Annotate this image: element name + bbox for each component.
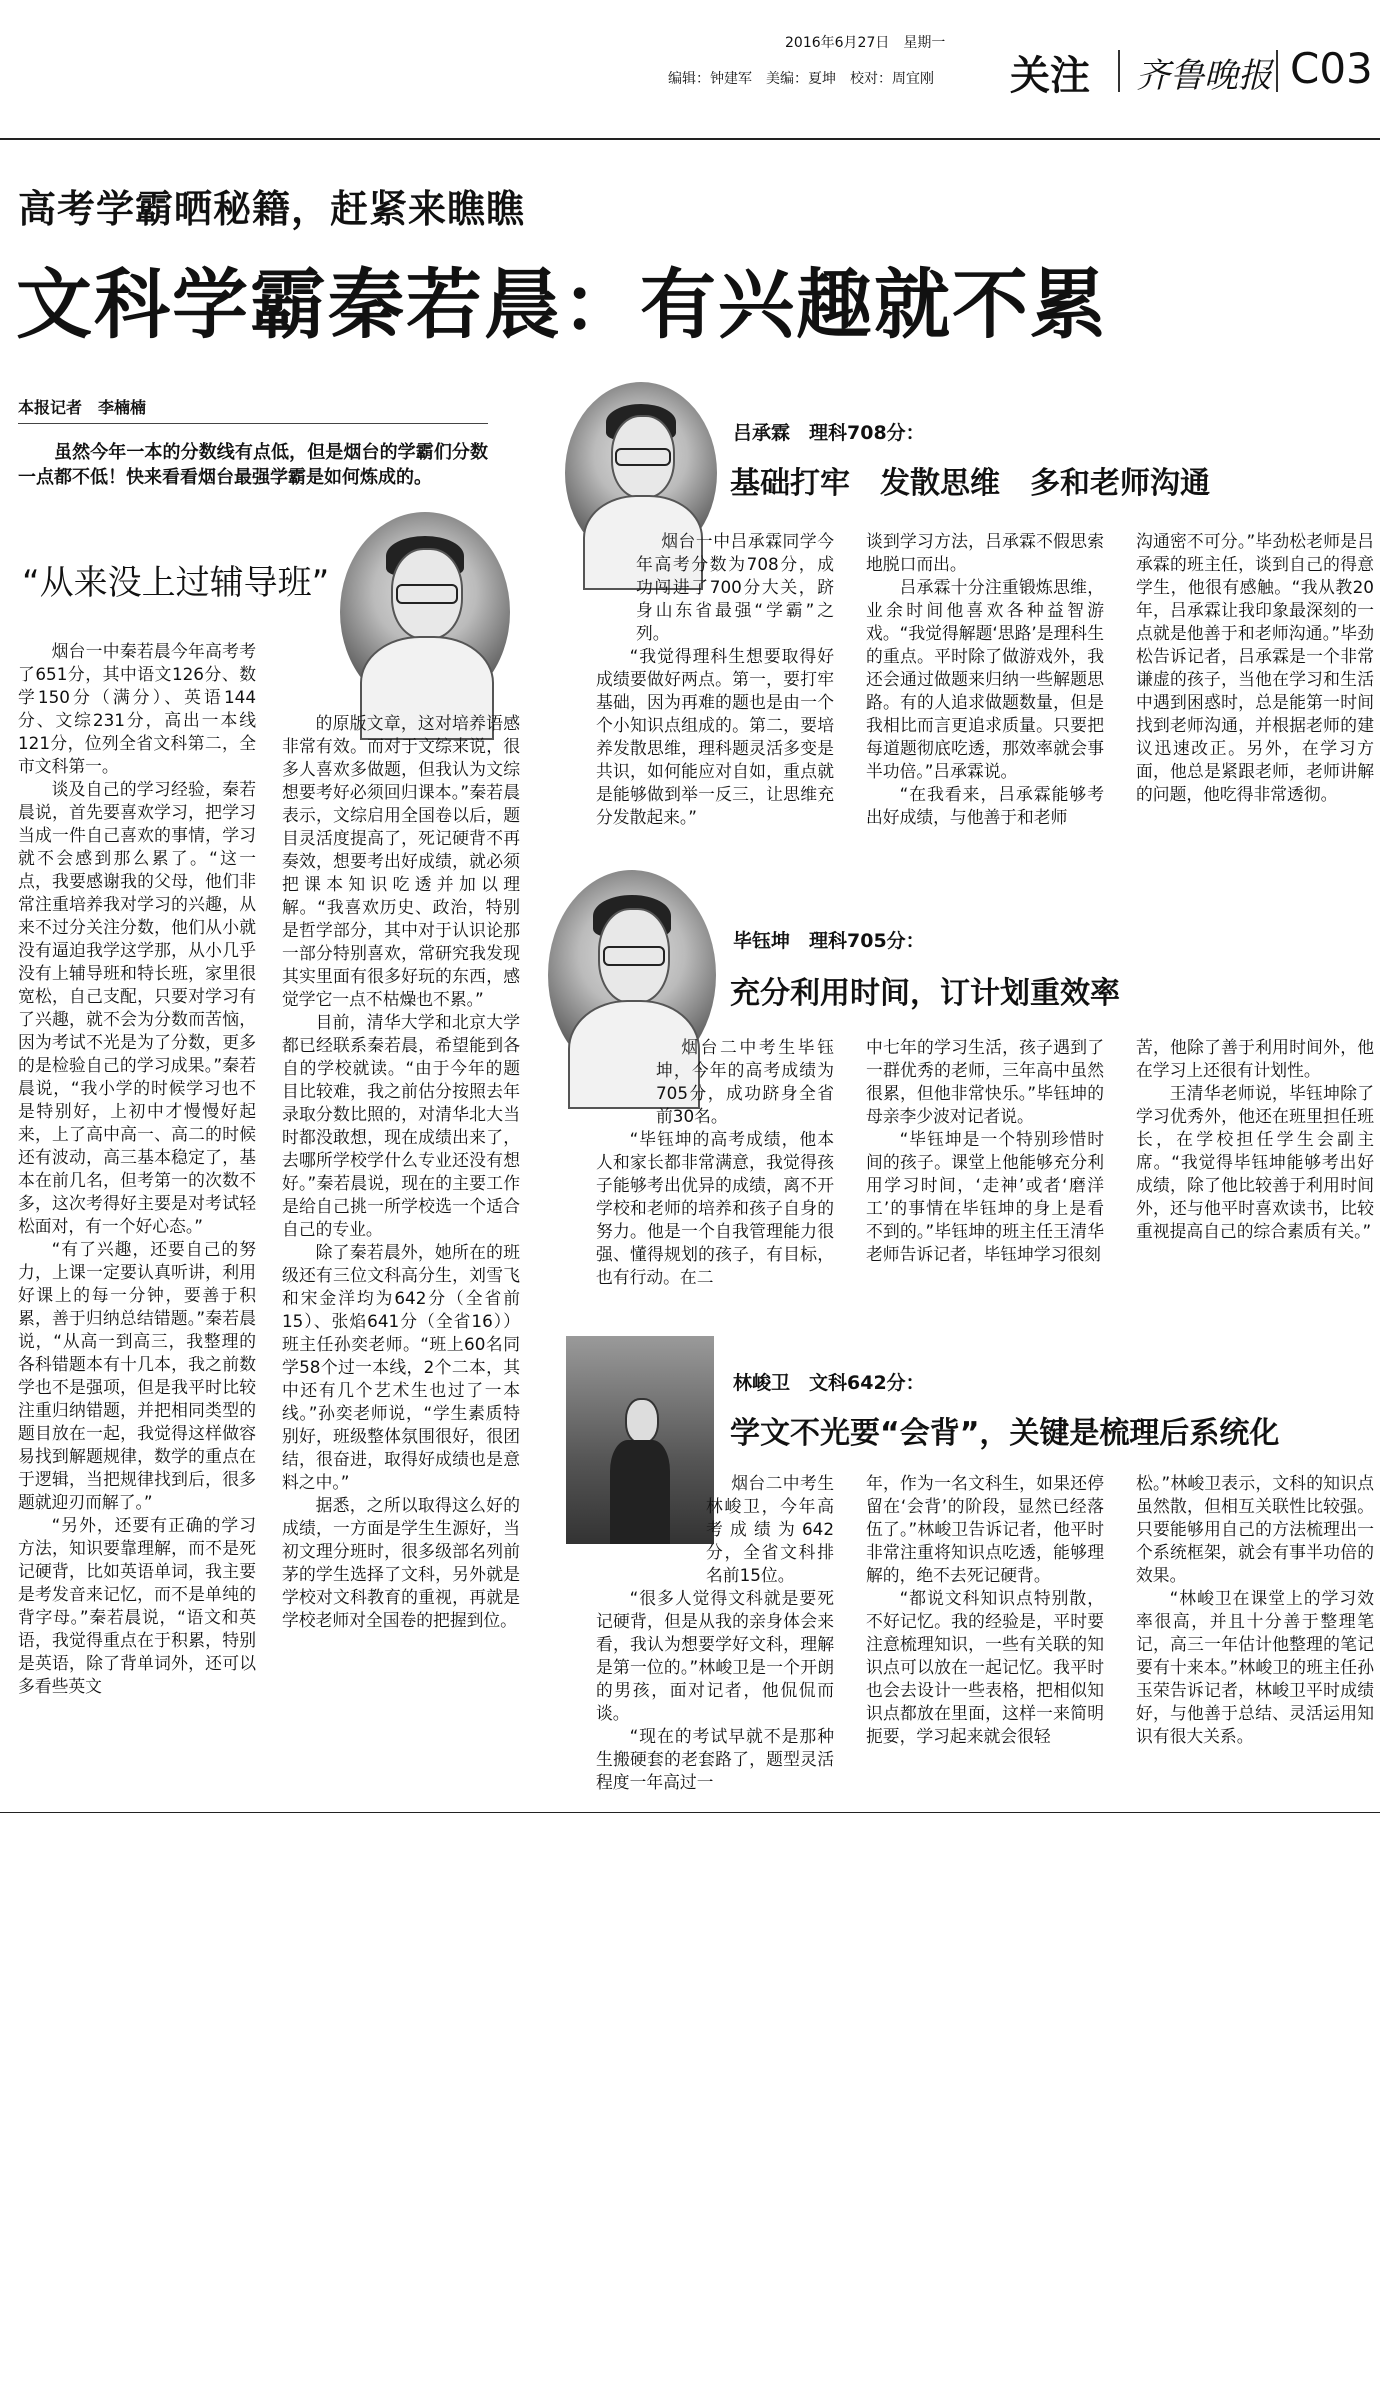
story4-column-2: 年，作为一名文科生，如果还停留在‘会背’的阶段，显然已经落伍了。”林峻卫告诉记者，他平时非常注重将知识点吃透，能够理解的，绝不去死记硬背。 “都说文科知识点特别散，不好记忆。我的经验是，平时要注意梳理知识，一些有关联的知识点可以放在一起记忆。我平时也会去设计一些表格，把相似知识点都放在里面，这样一来简明扼要，学习起来就会很轻: [866, 1473, 1104, 1746]
story2-column-1: 烟台一中吕承霖同学今年高考分数为708分，成功闯进了700分大关，跻身山东省最强“学霸”之列。 “我觉得理科生想要取得好成绩要做好两点。第一，要打牢基础，因为再难的题也是由一个个小知识点组成的。第二，要培养发散思维，理科题灵活多变是共识，如何能应对自如，重点就是能够做到举一反三，让思维充分发散起来。”: [596, 531, 834, 827]
page-number: C03: [1290, 44, 1373, 93]
story4-column-1: 烟台二中考生林峻卫，今年高考成绩为642分，全省文科排名前15位。 “很多人觉得文科就是要死记硬背，但是从我的亲身体会来看，我认为想要学好文科，理解是第一位的。”林峻卫是一个开朗的男孩，面对记者，他侃侃而谈。 “现在的考试早就不是那种生搬硬套的老套路了，题型灵活程度一年高过一: [596, 1473, 834, 1792]
header-divider-2: [1276, 50, 1278, 92]
story2-name: 吕承霖 理科708分：: [733, 422, 925, 444]
issue-date: 2016年6月27日 星期一: [785, 35, 946, 51]
header-divider: [1118, 50, 1120, 92]
editor-credits: 编辑：钟建军 美编：夏坤 校对：周宜刚: [668, 71, 934, 87]
lead-paragraph: 虽然今年一本的分数线有点低，但是烟台的学霸们分数一点都不低！快来看看烟台最强学霸是如何炼成的。: [18, 442, 488, 488]
story1-headline: “从来没上过辅导班”: [22, 563, 330, 603]
qin-ruochen-photo: [340, 512, 510, 712]
story3-column-1: 烟台二中考生毕钰坤，今年的高考成绩为705分，成功跻身全省前30名。 “毕钰坤的高考成绩，他本人和家长都非常满意，我觉得孩子能够考出优异的成绩，离不开学校和老师的培养和孩子自身的努力。他是一个自我管理能力很强、懂得规划的孩子，有目标，也有行动。在二: [596, 1037, 834, 1287]
header-rule: [0, 138, 1380, 140]
story4-name: 林峻卫 文科642分：: [733, 1372, 925, 1394]
story3-name: 毕钰坤 理科705分：: [733, 930, 925, 952]
byline: 本报记者 李楠楠: [18, 398, 147, 417]
story4-headline: 学文不光要“会背”，关键是梳理后系统化: [730, 1416, 1280, 1451]
page-title: 文科学霸秦若晨：有兴趣就不累: [16, 260, 1108, 349]
paper-logo: 齐鲁晚报: [1136, 56, 1272, 96]
story3-column-3: 苦，他除了善于利用时间外，他在学习上还很有计划性。 王清华老师说，毕钰坤除了学习优秀外，他还在班里担任班长，在学校担任学生会副主席。“我觉得毕钰坤能够考出好成绩，除了他比较善于利用时间外，还与他平时喜欢读书，比较重视提高自己的综合素质有关。”: [1136, 1037, 1374, 1241]
byline-rule: [18, 423, 488, 424]
story1-column-2: 的原版文章，这对培养语感非常有效。而对于文综来说，很多人喜欢多做题，但我认为文综想要考好必须回归课本。”秦若晨表示，文综启用全国卷以后，题目灵活度提高了，死记硬背不再奏效，想要考出好成绩，就必须把课本知识吃透并加以理解。“我喜欢历史、政治，特别是哲学部分，其中对于认识论那一部分特别喜欢，常研究我发现其实里面有很多好玩的东西，感觉学它一点不枯燥也不累。” 目前，清华大学和北京大学都已经联系秦若晨，希望能到各自的学校就读。“由于今年的题目比较难，我之前估分按照去年录取分数比照的，对清华北大当时都没敢想，现在成绩出来了，去哪所学校学什么专业还没有想好。”秦若晨说，现在的主要工作是给自己挑一所学校选一个适合自己的专业。 除了秦若晨外，她所在的班级还有三位文科高分生，刘雪飞和宋金洋均为642分（全省前15）、张焰641分（全省16））班主任孙奕老师。“班上60名同学58个过一本线，2个二本，其中还有几个艺术生也过了一本线。”孙奕老师说，“学生素质特别好，班级整体氛围很好，很团结，很奋进，取得好成绩也是意料之中。” 据悉，之所以取得这么好的成绩，一方面是学生生源好，当初文理分班时，很多级部名列前茅的学生选择了文科，另外就是学校对文科教育的重视，再就是学校老师对全国卷的把握到位。: [282, 713, 520, 1630]
section-name: 关注: [1010, 52, 1090, 99]
page-subtitle: 高考学霸晒秘籍，赶紧来瞧瞧: [18, 187, 526, 231]
story2-headline: 基础打牢 发散思维 多和老师沟通: [730, 466, 1210, 501]
story2-column-2: 谈到学习方法，吕承霖不假思索地脱口而出。 吕承霖十分注重锻炼思维，业余时间他喜欢各种益智游戏。“我觉得解题‘思路’是理科生的重点。平时除了做游戏外，我还会通过做题来归纳一些解题思路。有的人追求做题数量，但是我相比而言更追求质量。只要把每道题彻底吃透，那效率就会事半功倍。”吕承霖说。 “在我看来，吕承霖能够考出好成绩，与他善于和老师: [866, 531, 1104, 827]
story4-column-3: 松。”林峻卫表示，文科的知识点虽然散，但相互关联性比较强。只要能够用自己的方法梳理出一个系统框架，就会有事半功倍的效果。 “林峻卫在课堂上的学习效率很高，并且十分善于整理笔记，高三一年估计他整理的笔记要有十来本。”林峻卫的班主任孙玉荣告诉记者，林峻卫平时成绩好，与他善于总结、灵活运用知识有很大关系。: [1136, 1473, 1374, 1746]
story3-column-2: 中七年的学习生活，孩子遇到了一群优秀的老师，三年高中虽然很累，但他非常快乐。”毕钰坤的母亲李少波对记者说。 “毕钰坤是一个特别珍惜时间的孩子。课堂上他能够充分利用学习时间，‘走神’或者‘磨洋工’的事情在毕钰坤的身上是看不到的。”毕钰坤的班主任王清华老师告诉记者，毕钰坤学习很刻: [866, 1037, 1104, 1264]
story1-column-1: 烟台一中秦若晨今年高考考了651分，其中语文126分、数学150分（满分）、英语144分、文综231分，高出一本线121分，位列全省文科第二，全市文科第一。 谈及自己的学习经验，秦若晨说，首先要喜欢学习，把学习当成一件自己喜欢的事情，学习就不会感到那么累了。“这一点，我要感谢我的父母，他们非常注重培养我对学习的兴趣，从来不过分关注分数，他们从小就没有逼迫我学这学那，从小几乎没有上辅导班和特长班，家里很宽松，自己支配，只要对学习有了兴趣，就不会为分数而苦恼，因为考试不光是为了分数，更多的是检验自己的学习成果。”秦若晨说，“我小学的时候学习也不是特别好，上初中才慢慢好起来，上了高中高一、高二的时候还有波动，高三基本稳定了，基本在前几名，但考第一的次数不多，这次考得好主要是对考试轻松面对，有一个好心态。” “有了兴趣，还要自己的努力，上课一定要认真听讲，利用好课上的每一分钟，要善于积累，善于归纳总结错题。”秦若晨说，“从高一到高三，我整理的各科错题本有十几本，我之前数学也不是强项，但是我平时比较注重归纳错题，并把相同类型的题目放在一起，我觉得这样做容易找到解题规律，数学的重点在于逻辑，当把规律找到后，很多题就迎刃而解了。” “另外，还要有正确的学习方法，知识要靠理解，而不是死记硬背，比如英语单词，我主要是考发音来记忆，而不是单纯的背字母。”秦若晨说，“语文和英语，我觉得重点在于积累，特别是英语，除了背单词外，还可以 多看些英文: [18, 641, 273, 1696]
footer-rule: [0, 1812, 1380, 1813]
story3-headline: 充分利用时间，订计划重效率: [730, 976, 1120, 1011]
story2-column-3: 沟通密不可分。”毕劲松老师是吕承霖的班主任，谈到自己的得意学生，他很有感触。“我从教20年，吕承霖让我印象最深刻的一点就是他善于和老师沟通。”毕劲松告诉记者，吕承霖是一个非常谦虚的孩子，当他在学习和生活中遇到困惑时，总是能第一时间找到老师沟通，并根据老师的建议迅速改正。另外，在学习方面，他总是紧跟老师，老师讲解的问题，他吃得非常透彻。: [1136, 531, 1374, 804]
